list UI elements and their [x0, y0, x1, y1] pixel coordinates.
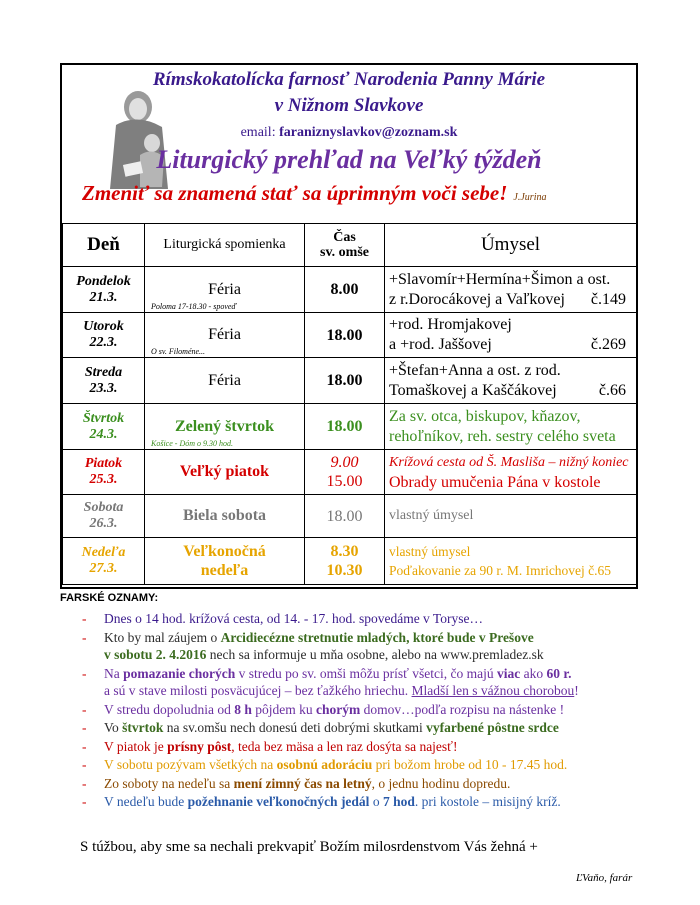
notice-text: o: [369, 794, 383, 809]
time-value: 10.30: [326, 562, 363, 579]
col-header-time-line1: Čas: [333, 230, 356, 245]
liturgy-name: Féria: [208, 326, 241, 343]
notice-text: domov…podľa rozpisu na nástenke !: [360, 701, 565, 717]
day-name: Piatok: [84, 456, 123, 471]
col-header-time: [305, 224, 385, 267]
bullet-dash: -: [82, 611, 87, 626]
intention-cell: vlastný úmysel: [385, 495, 637, 538]
col-header-intention: Úmysel: [385, 224, 637, 267]
notice-text: !: [574, 683, 579, 698]
day-date: 26.3.: [89, 516, 118, 531]
intention-number: č.269: [590, 336, 626, 353]
email-label: email:: [240, 125, 276, 140]
intention-number: č.66: [598, 381, 626, 399]
motto-author: J.Jurina: [513, 192, 547, 203]
notice-item: [60, 610, 660, 628]
time-value: 8.30: [330, 543, 359, 560]
intention-line2: Tomaškovej a Kaščákovej: [389, 381, 557, 399]
email-address[interactable]: faraniznyslavkov@zoznam.sk: [279, 125, 458, 140]
notice-highlight: 60 r.: [546, 665, 572, 681]
liturgy-cell: Veľký piatok: [145, 450, 305, 495]
schedule-frame: [60, 63, 638, 589]
notice-text: Vo: [104, 720, 123, 735]
intention-line1: +Štefan+Anna a ost. z rod.: [389, 361, 561, 379]
notice-text: Dnes o 14 hod. krížová cesta, od 14. - 17. hod. spovedáme v Toryse…: [104, 611, 483, 626]
notice-text: nech sa informuje u mňa osobne, alebo na www.premladez.sk: [206, 647, 544, 662]
table-row: [63, 495, 637, 538]
notice-text: , teda bez mäsa a len raz dosýta sa najesť!: [231, 738, 458, 754]
notice-text: ako: [520, 665, 547, 681]
schedule-table: [62, 223, 637, 585]
table-row: [63, 538, 637, 585]
time-value: 15.00: [326, 473, 363, 490]
notice-highlight: v sobotu 2. 4.2016: [104, 647, 207, 662]
intention-cell: [385, 450, 637, 495]
bullet-dash: -: [82, 629, 87, 645]
notice-highlight: vyfarbené pôstne srdce: [426, 720, 559, 735]
notice-highlight: 8 h: [234, 701, 252, 717]
liturgy-name: Féria: [208, 280, 241, 298]
notice-highlight: Arcidiecézne stretnutie mladých, ktoré bude v Prešove: [220, 629, 534, 645]
liturgy-cell: [145, 358, 305, 404]
day-date: 23.3.: [89, 380, 118, 396]
intention-cell: [385, 267, 637, 313]
notice-text: pri božom hrobe od 10 - 17.45 hod.: [372, 757, 568, 772]
bullet-dash: -: [82, 757, 87, 772]
table-row: [63, 358, 637, 404]
liturgy-note: O sv. Filoméne...: [151, 347, 206, 356]
notice-highlight: požehnanie veľkonočných jedál: [187, 794, 370, 809]
day-cell: [63, 267, 145, 313]
intention-line2: a +rod. Jaššovej: [389, 336, 492, 353]
day-cell: [63, 538, 145, 585]
time-cell: 8.00: [305, 267, 385, 313]
notice-text: Na: [104, 665, 124, 681]
liturgy-note: Košice - Dóm o 9.30 hod.: [151, 439, 233, 448]
bullet-dash: -: [82, 720, 87, 735]
signature: ĽVaňo, farár: [576, 872, 633, 884]
liturgy-cell: Biela sobota: [145, 495, 305, 538]
liturgy-name-line2: nedeľa: [200, 562, 249, 579]
parish-notices: [60, 592, 660, 812]
time-cell: 18.00: [305, 495, 385, 538]
time-cell: 18.00: [305, 313, 385, 358]
page-title: Liturgický prehľad na Veľký týždeň: [156, 145, 542, 174]
notice-item: [60, 793, 660, 811]
table-row: [63, 267, 637, 313]
day-name: Nedeľa: [81, 545, 126, 560]
day-date: 21.3.: [89, 289, 118, 305]
bullet-dash: -: [82, 738, 87, 754]
intention-number: č.149: [590, 290, 626, 308]
email-line: [62, 125, 636, 141]
intention-line2: rehoľníkov, reh. sestry celého sveta: [389, 427, 616, 445]
bullet-dash: -: [82, 665, 87, 681]
parish-name-line1: Rímskokatolícka farnosť Narodenia Panny Márie: [152, 69, 546, 90]
notice-text: a sú v stave milosti posväcujúcej – bez ťažkého hriechu.: [104, 683, 412, 698]
parish-name-line2: v Nižnom Slavkove: [274, 95, 424, 116]
intention-cell: [385, 358, 637, 404]
time-cell: 18.00: [305, 358, 385, 404]
liturgy-note: Poloma 17-18.30 - spoveď: [151, 302, 237, 311]
notice-text: V sobotu pozývam všetkých na: [104, 757, 277, 772]
bullet-dash: -: [82, 701, 87, 717]
notice-text: Kto by mal záujem o: [104, 629, 221, 645]
notice-item: [60, 738, 660, 756]
day-date: 25.3.: [89, 472, 118, 487]
table-row: [63, 404, 637, 450]
notice-text: Zo soboty na nedeľu sa: [104, 775, 234, 791]
col-header-day: Deň: [63, 224, 145, 267]
time-value: 9.00: [330, 454, 359, 471]
time-cell: 18.00: [305, 404, 385, 450]
notice-highlight: štvrtok: [122, 720, 164, 735]
day-name: Sobota: [83, 500, 124, 515]
notice-highlight: prísny pôst: [167, 738, 232, 754]
col-header-time-line2: sv. omše: [320, 245, 369, 260]
day-date: 24.3.: [89, 426, 118, 442]
table-header-row: [63, 224, 637, 267]
notice-text: . pri kostole – misijný kríž.: [414, 794, 561, 809]
intention-line2: z r.Dorocákovej a Vaľkovej: [389, 290, 565, 308]
intention-line2: Poďakovanie za 90 r. M. Imrichovej č.65: [389, 563, 612, 578]
notice-highlight: pomazanie chorých: [123, 665, 236, 681]
intention-line1: Za sv. otca, biskupov, kňazov,: [389, 407, 581, 425]
notice-text: V nedeľu bude: [104, 794, 188, 809]
notice-item: [60, 629, 660, 664]
notice-item: [60, 701, 660, 719]
notice-item: [60, 775, 660, 793]
bullet-dash: -: [82, 794, 87, 809]
notice-text: na sv.omšu nech donesú deti dobrými skutkami: [163, 720, 427, 735]
notices-title: FARSKÉ OZNAMY:: [60, 592, 159, 604]
notice-item: [60, 756, 660, 774]
notice-text: V piatok je: [104, 738, 168, 754]
header: [62, 65, 636, 223]
day-cell: [63, 495, 145, 538]
intention-line1: vlastný úmysel: [389, 544, 471, 559]
notice-item: [60, 719, 660, 737]
notice-highlight: 7 hod: [382, 794, 415, 809]
notice-text: V stredu dopoludnia od: [104, 701, 235, 717]
intention-line1: +Slavomír+Hermína+Šimon a ost.: [389, 270, 611, 288]
col-header-liturgy: Liturgická spomienka: [145, 224, 305, 267]
notice-highlight: osobnú adoráciu: [276, 757, 373, 772]
liturgy-cell: [145, 538, 305, 585]
day-cell: [63, 450, 145, 495]
liturgy-cell: [145, 404, 305, 450]
intention-cell: [385, 313, 637, 358]
closing-blessing: S túžbou, aby sme sa nechali prekvapiť Božím milosrdenstvom Vás žehná +: [80, 839, 538, 855]
day-cell: [63, 358, 145, 404]
day-name: Pondelok: [76, 273, 131, 289]
motto: [82, 181, 546, 206]
notice-text: , o jednu hodinu dopredu.: [371, 775, 511, 791]
table-row: [63, 450, 637, 495]
intention-line1: Krížová cesta od Š. Masliša – nižný koniec: [389, 454, 629, 470]
notice-text: v stredu po sv. omši môžu prísť všetci, čo majú: [235, 665, 497, 681]
notice-highlight: viac: [496, 665, 521, 681]
table-row: [63, 313, 637, 358]
bullet-dash: -: [82, 775, 87, 791]
day-date: 27.3.: [89, 561, 118, 576]
notice-text: pôjdem ku: [251, 701, 317, 717]
liturgy-name: Féria: [208, 371, 241, 389]
intention-line2: Obrady umučenia Pána v kostole: [389, 473, 601, 491]
day-name: Utorok: [83, 319, 124, 334]
liturgy-cell: [145, 313, 305, 358]
day-name: Štvrtok: [82, 410, 125, 426]
day-cell: [63, 313, 145, 358]
day-date: 22.3.: [89, 335, 118, 350]
intention-cell: [385, 538, 637, 585]
intention-line1: +rod. Hromjakovej: [389, 316, 512, 333]
liturgy-name: Zelený štvrtok: [174, 417, 275, 435]
notice-underline: Mladší len s vážnou chorobou: [411, 683, 575, 698]
liturgy-name-line1: Veľkonočná: [183, 543, 266, 560]
day-name: Streda: [84, 364, 123, 380]
notice-highlight: chorým: [316, 701, 361, 717]
intention-cell: [385, 404, 637, 450]
notice-item: [60, 665, 660, 700]
day-cell: [63, 404, 145, 450]
motto-text: Zmeniť sa znamená stať sa úprimným voči sebe!: [82, 181, 508, 205]
liturgy-cell: [145, 267, 305, 313]
notice-highlight: mení zimný čas na letný: [233, 775, 372, 791]
time-cell: [305, 538, 385, 585]
time-cell: [305, 450, 385, 495]
